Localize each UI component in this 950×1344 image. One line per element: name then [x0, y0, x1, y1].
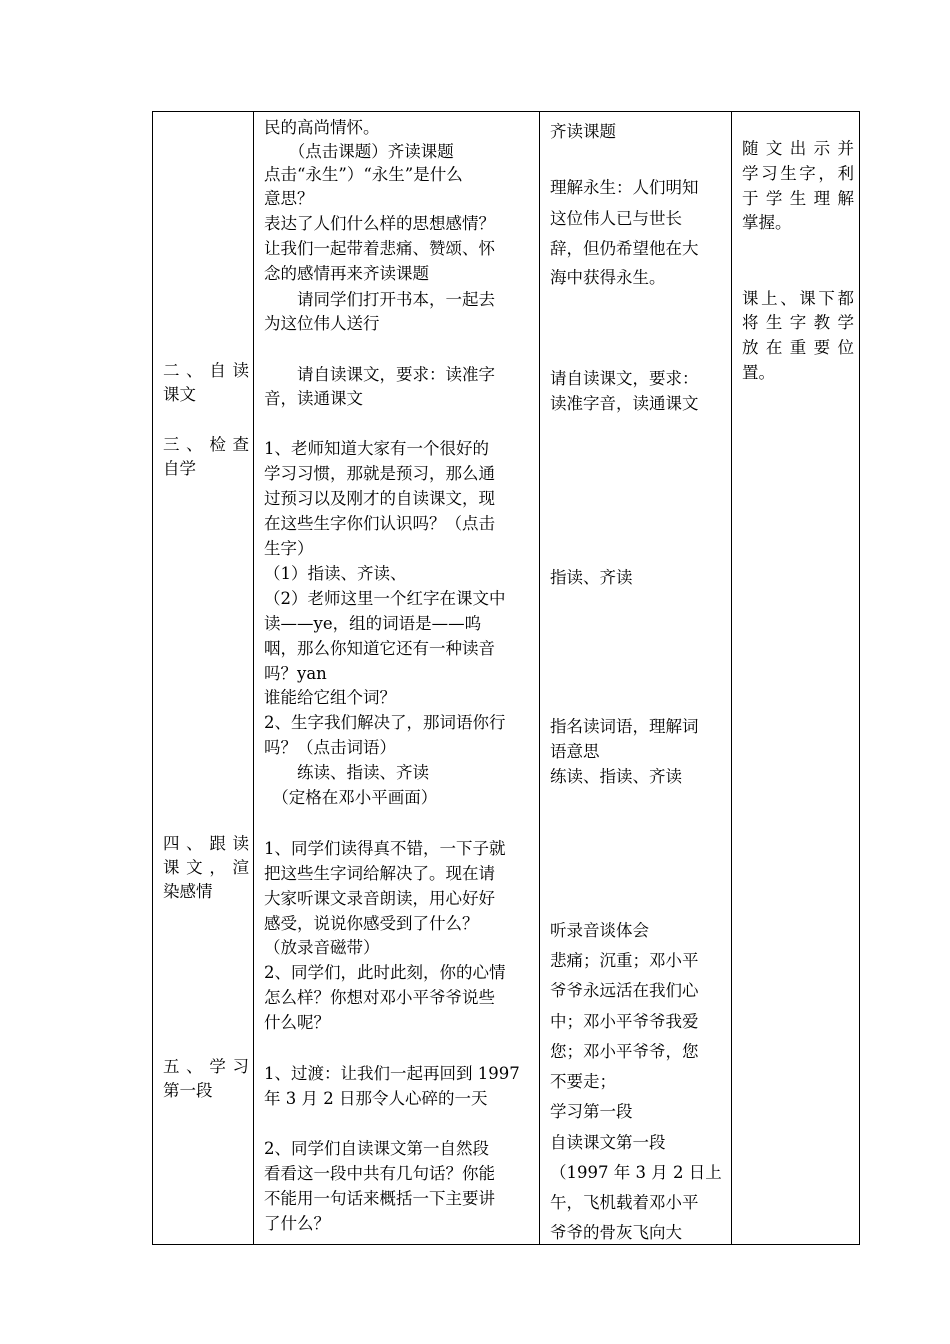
student-activity-line: 您；邓小平爷爷，您 — [550, 1042, 699, 1061]
student-activity-line: 理解永生：人们明知 — [550, 178, 699, 197]
teacher-activity-line: 为这位伟人送行 — [264, 314, 380, 333]
design-intent-line: 将生字教学 — [742, 313, 854, 332]
column-divider — [731, 112, 732, 1244]
stage-label: 四、跟读 课文，渲 染感情 — [163, 834, 249, 901]
teacher-activity-line: 练读、指读、齐读 — [264, 763, 429, 782]
column-divider — [253, 112, 254, 1244]
teacher-activity-line: 不能用一句话来概括一下主要讲 — [264, 1189, 495, 1208]
student-activity-line: 语意思 — [550, 742, 600, 761]
student-activity-line: 海中获得永生。 — [550, 268, 666, 287]
teacher-activity-line: 学习习惯，那就是预习，那么通 — [264, 464, 495, 483]
student-activity-line: 爷爷的骨灰飞向大 — [550, 1223, 682, 1242]
student-activity-line: 听录音谈体会 — [550, 921, 649, 940]
teacher-activity-line: 吗？yan — [264, 664, 327, 683]
teacher-activity-line: （定格在邓小平画面） — [264, 788, 438, 807]
teacher-activity-line: 表达了人们什么样的思想感情？ — [264, 214, 495, 233]
teacher-activity-line: 吗？（点击词语） — [264, 738, 396, 757]
student-activity-line: 辞，但仍希望他在大 — [550, 239, 699, 258]
teacher-activity-line: 年 3 月 2 日那令人心碎的一天 — [264, 1089, 488, 1108]
design-intent-line: 随文出示并 — [742, 139, 854, 158]
student-activity-line: 齐读课题 — [550, 122, 616, 141]
design-intent-line: 放在重要位 — [742, 338, 854, 357]
teacher-activity-line: 2、同学们自读课文第一自然段 — [264, 1139, 489, 1158]
teacher-activity-line: 2、同学们，此时此刻，你的心情 — [264, 963, 506, 982]
teacher-activity-line: （2）老师这里一个红字在课文中 — [264, 589, 506, 608]
teacher-activity-line: 咽，那么你知道它还有一种读音 — [264, 639, 495, 658]
teacher-activity-line: 在这些生字你们认识吗？（点击 — [264, 514, 495, 533]
teacher-activity-line: 什么呢？ — [264, 1013, 330, 1032]
teacher-activity-line: 民的高尚情怀。 — [264, 118, 380, 137]
student-activity-line: 指名读词语，理解词 — [550, 717, 699, 736]
teacher-activity-line: 怎么样？你想对邓小平爷爷说些 — [264, 988, 495, 1007]
student-activity-line: 中；邓小平爷爷我爱 — [550, 1012, 699, 1031]
teacher-activity-line: 点击“永生”）“永生”是什么 — [264, 165, 463, 184]
teacher-activity-line: 看看这一段中共有几句话？你能 — [264, 1164, 495, 1183]
teacher-activity-line: 请自读课文，要求：读准字 — [264, 365, 495, 384]
column-divider — [539, 112, 540, 1244]
teacher-activity-line: 过预习以及刚才的自读课文，现 — [264, 489, 495, 508]
teacher-activity-line: 生字） — [264, 539, 314, 558]
design-intent-line: 置。 — [742, 363, 775, 382]
teacher-activity-line: 1、同学们读得真不错，一下子就 — [264, 839, 506, 858]
student-activity-line: 自读课文第一段 — [550, 1133, 666, 1152]
teacher-activity-line: （放录音磁带） — [264, 938, 380, 957]
teacher-activity-line: 1、老师知道大家有一个很好的 — [264, 439, 489, 458]
teacher-activity-line: 意思？ — [264, 189, 314, 208]
teacher-activity-line: 请同学们打开书本，一起去 — [264, 290, 495, 309]
teacher-activity-line: （1）指读、齐读、 — [264, 564, 407, 583]
stage-label: 五、学习 第一段 — [163, 1057, 249, 1100]
teacher-activity-line: 大家听课文录音朗读，用心好好 — [264, 889, 495, 908]
teacher-activity-line: 读——ye，组的词语是——呜 — [264, 614, 482, 633]
teacher-activity-line: 谁能给它组个词？ — [264, 688, 396, 707]
student-activity-line: 这位伟人已与世长 — [550, 209, 682, 228]
lesson-plan-table — [152, 111, 860, 1245]
design-intent-line: 课上、课下都 — [742, 289, 854, 308]
student-activity-line: （1997 年 3 月 2 日上 — [550, 1163, 722, 1182]
teacher-activity-line: 感受，说说你感受到了什么？ — [264, 914, 479, 933]
student-activity-line: 午，飞机载着邓小平 — [550, 1193, 699, 1212]
teacher-activity-line: 音，读通课文 — [264, 389, 363, 408]
student-activity-line: 学习第一段 — [550, 1102, 633, 1121]
student-activity-line: 练读、指读、齐读 — [550, 767, 682, 786]
teacher-activity-line: 1、过渡：让我们一起再回到 1997 — [264, 1064, 520, 1083]
teacher-activity-line: （点击课题）齐读课题 — [264, 142, 454, 161]
design-intent-line: 掌握。 — [742, 213, 792, 232]
teacher-activity-line: 把这些生字词给解决了。现在请 — [264, 864, 495, 883]
student-activity-line: 不要走； — [550, 1072, 616, 1091]
student-activity-line: 悲痛；沉重；邓小平 — [550, 951, 699, 970]
stage-label: 三、检查 自学 — [163, 435, 249, 478]
design-intent-line: 学习生字，利 — [742, 164, 854, 183]
teacher-activity-line: 让我们一起带着悲痛、赞颂、怀 — [264, 239, 495, 258]
design-intent-line: 于学生理解 — [742, 189, 854, 208]
student-activity-line: 读准字音，读通课文 — [550, 394, 699, 413]
teacher-activity-line: 念的感情再来齐读课题 — [264, 264, 429, 283]
teacher-activity-line: 2、生字我们解决了，那词语你行 — [264, 713, 506, 732]
student-activity-line: 爷爷永远活在我们心 — [550, 981, 699, 1000]
stage-label: 二、自读 课文 — [163, 361, 249, 404]
student-activity-line: 请自读课文，要求： — [550, 369, 699, 388]
student-activity-line: 指读、齐读 — [550, 568, 633, 587]
teacher-activity-line: 了什么？ — [264, 1214, 330, 1233]
